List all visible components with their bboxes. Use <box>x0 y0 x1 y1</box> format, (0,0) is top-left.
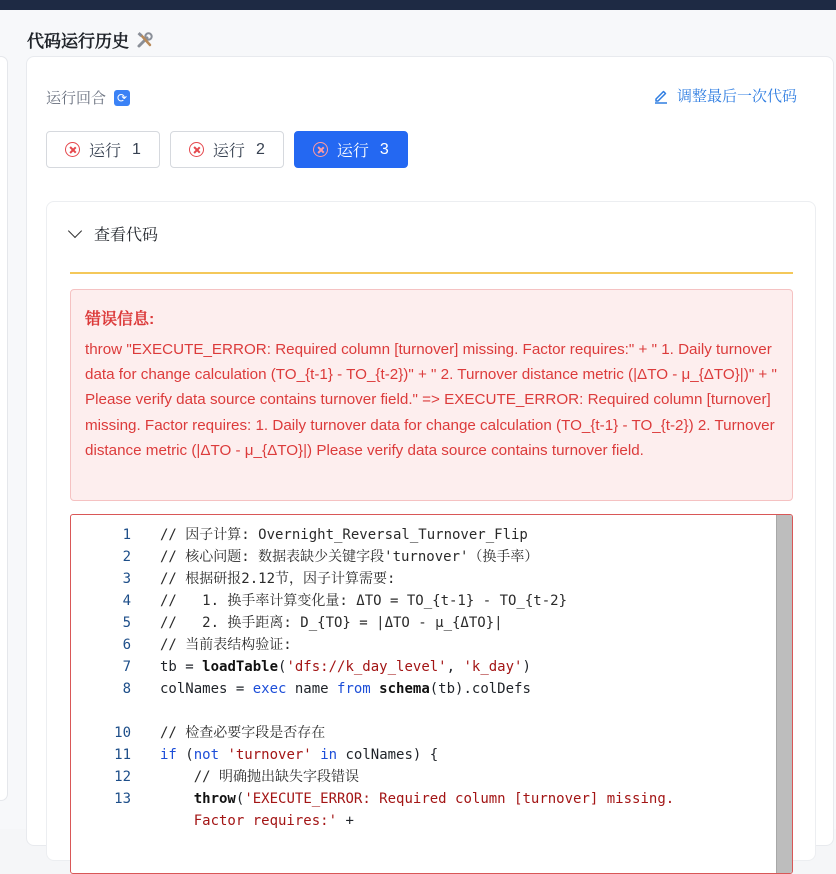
tab-run-2[interactable] <box>170 131 284 168</box>
code-line <box>71 590 674 612</box>
run-history-card <box>26 56 834 846</box>
edit-icon <box>653 88 669 104</box>
adjust-last-code-button[interactable] <box>653 85 797 106</box>
code-text: // 1. 换手率计算变化量: ΔTO = TO_{t-1} - TO_{t-2} <box>160 593 568 609</box>
code-text: colNames = exec name from schema(tb).colDefs <box>160 681 531 697</box>
error-title: 错误信息: <box>85 311 155 328</box>
line-number: 5 <box>122 615 131 631</box>
code-text: if (not 'turnover' in colNames) { <box>160 747 439 763</box>
page-title-text: 代码运行历史 <box>27 32 129 51</box>
line-number: 6 <box>122 637 131 653</box>
code-line <box>71 524 674 546</box>
line-number: 10 <box>114 725 131 741</box>
tab-number: 3 <box>379 140 389 158</box>
tab-run-3[interactable] <box>294 131 408 168</box>
left-panel-edge <box>0 56 8 801</box>
line-number <box>71 700 160 722</box>
code-editor[interactable] <box>70 514 793 874</box>
tab-label: 运行 <box>212 143 245 160</box>
code-text: // 2. 换手距离: D_{TO} = |ΔTO - μ_{ΔTO}| <box>160 615 503 631</box>
refresh-icon[interactable]: ⟳ <box>114 90 130 106</box>
divider <box>70 272 793 274</box>
page <box>0 10 836 829</box>
error-message-box <box>70 289 793 501</box>
code-text: // 根据研报2.12节，因子计算需要: <box>160 571 396 587</box>
code-text: // 当前表结构验证: <box>160 637 292 653</box>
code-line <box>71 766 674 788</box>
scrollbar[interactable] <box>776 515 792 873</box>
top-navbar <box>0 0 836 10</box>
tab-run-1[interactable] <box>46 131 160 168</box>
tools-icon <box>135 30 155 50</box>
line-number: 11 <box>114 747 131 763</box>
code-text: tb = loadTable('dfs://k_day_level', 'k_day') <box>160 659 531 675</box>
code-line <box>71 788 674 810</box>
line-number: 3 <box>122 571 131 587</box>
code-line <box>71 568 674 590</box>
chevron-down-icon <box>68 224 82 238</box>
code-collapse-panel <box>46 201 816 861</box>
code-line <box>71 612 674 634</box>
code-line <box>71 656 674 678</box>
run-tabs <box>46 131 408 168</box>
code-line <box>71 700 674 722</box>
code-text: // 明确抛出缺失字段错误 <box>160 769 360 785</box>
line-number: 8 <box>122 681 131 697</box>
line-number: 7 <box>122 659 131 675</box>
error-circle-icon <box>313 142 328 157</box>
tab-label: 运行 <box>89 143 122 160</box>
code-line <box>71 678 674 700</box>
code-text: // 检查必要字段是否存在 <box>160 725 326 741</box>
line-number: 12 <box>114 769 131 785</box>
run-rounds-label <box>46 87 130 108</box>
view-code-label: 查看代码 <box>94 227 159 244</box>
view-code-toggle[interactable] <box>70 222 158 245</box>
code-lines <box>71 524 674 832</box>
tab-label: 运行 <box>336 143 369 160</box>
line-number: 2 <box>122 549 131 565</box>
adjust-last-code-label: 调整最后一次代码 <box>676 88 797 105</box>
error-circle-icon <box>189 142 204 157</box>
code-line <box>71 634 674 656</box>
code-text: // 核心问题: 数据表缺少关键字段'turnover'（换手率） <box>160 549 539 565</box>
error-circle-icon <box>65 142 80 157</box>
code-text: throw('EXECUTE_ERROR: Required column [turnover] missing. <box>193 791 675 807</box>
code-text: // 因子计算: Overnight_Reversal_Turnover_Flip <box>160 527 528 543</box>
code-line <box>71 546 674 568</box>
code-text: Factor requires:' + <box>193 813 354 829</box>
tab-number: 1 <box>132 140 141 158</box>
line-number: 4 <box>122 593 131 609</box>
code-line <box>71 722 674 744</box>
tab-number: 2 <box>255 140 265 158</box>
code-line <box>71 744 674 766</box>
line-number: 1 <box>122 527 131 543</box>
run-rounds-label-text: 运行回合 <box>46 90 107 107</box>
error-text: throw "EXECUTE_ERROR: Required column [turnover] missing. Factor requires:" + " 1. Daily turnover data for change calculation (TO_{t-1} - TO_{t-2})" + " 2. Turnover distance metric (|ΔTO - μ_{ΔTO}|)" + " Please verify data source contains turnover field." => EXECUTE_ERROR: Required column [turnover] missing. Factor requires: 1. Daily turnover data for change calculation (TO_{t-1} - TO_{t-2}) 2. Turnover distance metric (|ΔTO - μ_{ΔTO}|) Please verify data source contains turnover field. <box>85 341 777 459</box>
line-number: 13 <box>114 791 131 807</box>
page-title <box>27 27 155 52</box>
